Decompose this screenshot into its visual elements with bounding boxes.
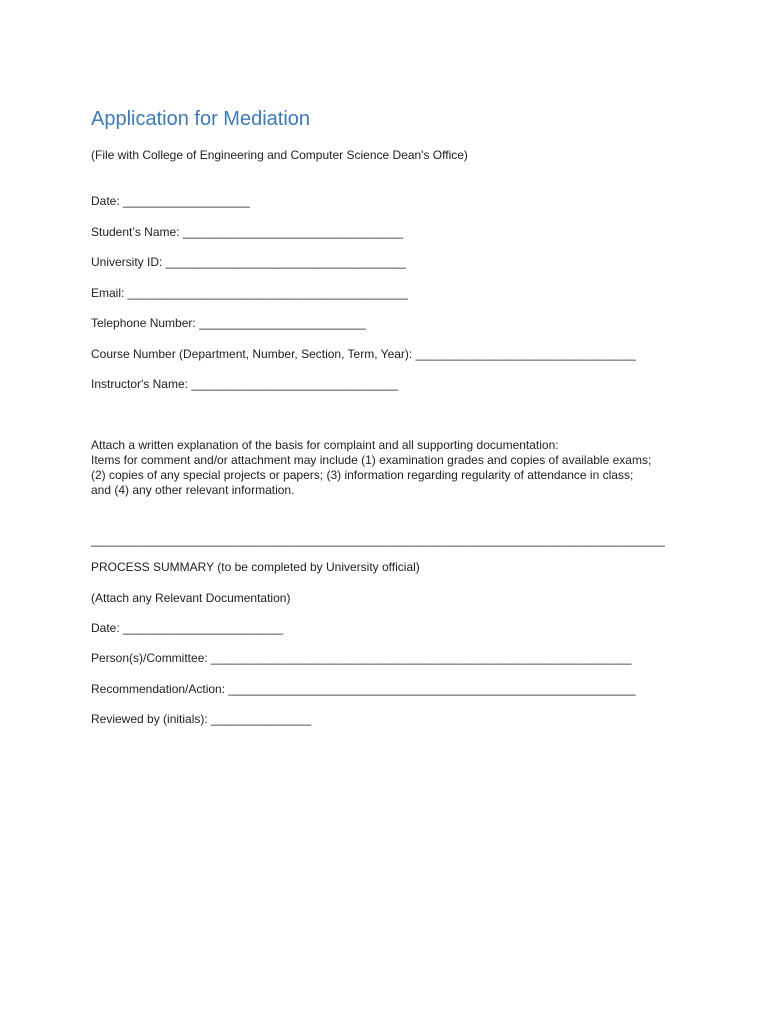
process-summary-heading: PROCESS SUMMARY (to be completed by University official) [91, 560, 420, 574]
reviewed-by-field: Reviewed by (initials): _______________ [91, 712, 312, 726]
subtitle: (File with College of Engineering and Computer Science Dean's Office) [91, 148, 468, 162]
student-name-field: Student’s Name: _________________________________ [91, 225, 404, 239]
official-date-field: Date: ________________________ [91, 621, 284, 635]
instructions-paragraph [91, 438, 651, 498]
instructions-line: and (4) any other relevant information. [91, 483, 295, 497]
course-number-field: Course Number (Department, Number, Section, Term, Year): _________________________________ [91, 347, 636, 361]
telephone-field: Telephone Number: _________________________ [91, 316, 366, 330]
instructions-line: (2) copies of any special projects or papers; (3) information regarding regularity of attendance in class; [91, 468, 634, 482]
committee-field: Person(s)/Committee: _______________________________________________________________ [91, 651, 632, 665]
email-field: Email: __________________________________________ [91, 286, 408, 300]
instructions-line: Items for comment and/or attachment may include (1) examination grades and copies of available exams; [91, 453, 652, 467]
date-field: Date: ___________________ [91, 194, 250, 208]
recommendation-field: Recommendation/Action: _____________________________________________________________ [91, 682, 636, 696]
university-id-field: University ID: ____________________________________ [91, 255, 406, 269]
separator-line: ______________________________________________________________________________________ [91, 533, 665, 547]
page-title: Application for Mediation [91, 108, 311, 130]
instructor-name-field: Instructor's Name: _______________________________ [91, 377, 399, 391]
instructions-line: Attach a written explanation of the basis for complaint and all supporting documentation: [91, 438, 559, 452]
process-summary-note: (Attach any Relevant Documentation) [91, 591, 291, 605]
